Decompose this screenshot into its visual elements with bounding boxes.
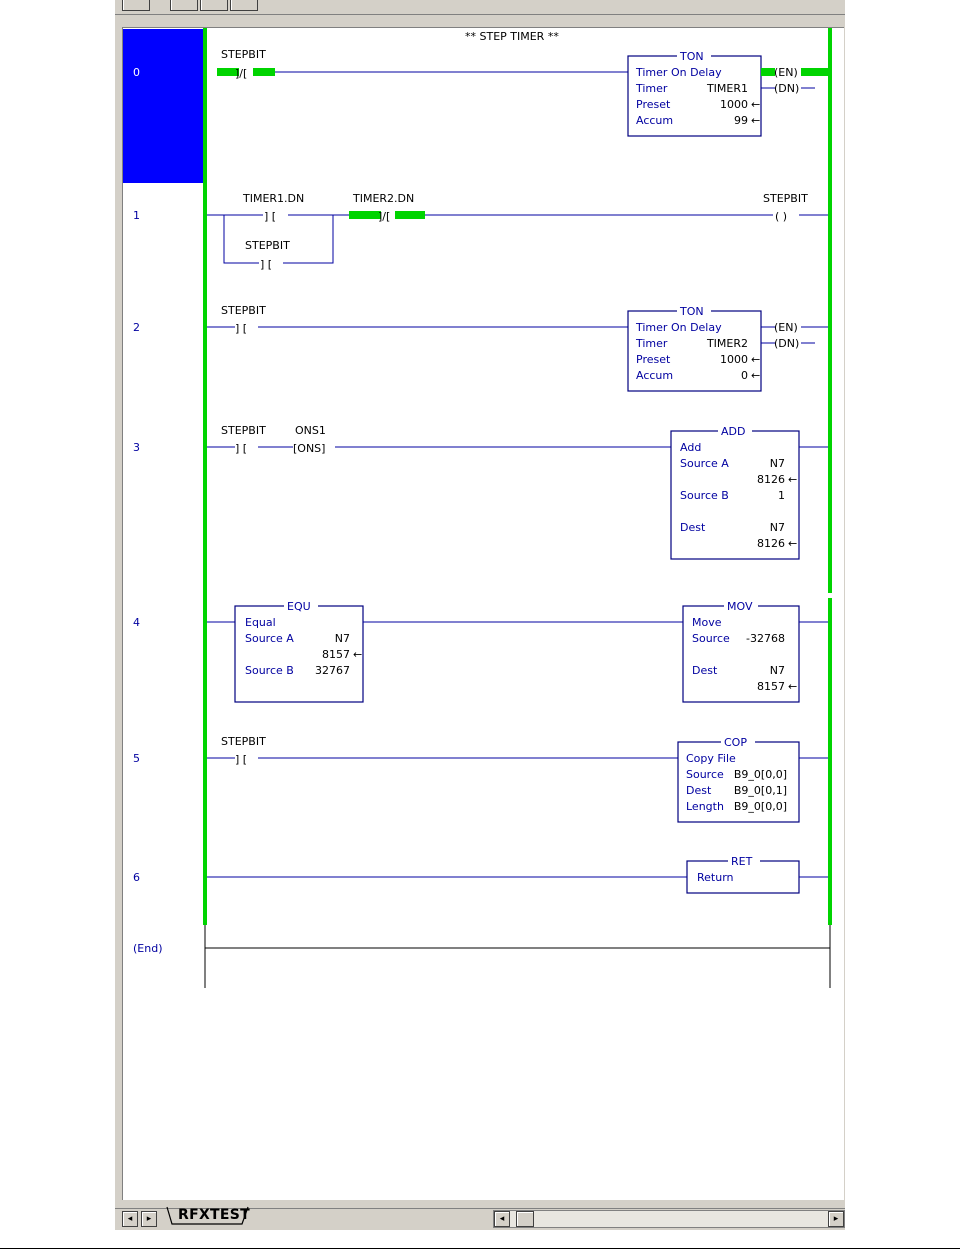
rung2-row2-label: Accum bbox=[636, 369, 674, 382]
rung5-row0-value: B9_0[0,0] bbox=[733, 768, 787, 781]
rung0-row1-value: 1000 bbox=[720, 98, 748, 111]
rung0-row2-value: 99 bbox=[734, 114, 748, 127]
rung6-ret-block[interactable] bbox=[687, 855, 799, 893]
rung4-mov-dest-live: 8157 bbox=[757, 680, 785, 693]
scroll-right-icon: ▸ bbox=[833, 1214, 839, 1224]
rung3-source-a-arrow: ← bbox=[788, 473, 798, 486]
page-bottom-rule bbox=[0, 1248, 960, 1249]
rung2-row2-arrow: ← bbox=[751, 369, 761, 382]
scroll-thumb[interactable] bbox=[516, 1211, 534, 1227]
rung4-equ-instr: EQU bbox=[287, 600, 311, 613]
rung1-branch-symbol[interactable]: ] [ bbox=[260, 258, 273, 271]
rung0-row1-arrow: ← bbox=[751, 98, 761, 111]
rung4-equ-block[interactable] bbox=[235, 600, 363, 702]
rung1-contact1-label: TIMER1.DN bbox=[243, 192, 305, 205]
rung5-row1-value: B9_0[0,1] bbox=[733, 784, 787, 797]
rung5-cop-block[interactable] bbox=[678, 736, 799, 822]
rung3-instr: ADD bbox=[721, 425, 746, 438]
rung3-contact-label: STEPBIT bbox=[221, 424, 266, 437]
rung3-source-a-label: Source A bbox=[680, 457, 729, 470]
toolbar-button[interactable] bbox=[200, 0, 228, 11]
rung-number-5[interactable]: 5 bbox=[133, 752, 140, 765]
rung3-ons-label: ONS1 bbox=[295, 424, 326, 437]
prev-sheet-button[interactable] bbox=[122, 1211, 138, 1227]
rung6-instr: RET bbox=[731, 855, 753, 868]
toolbar-button[interactable] bbox=[122, 0, 150, 11]
rung3-dest-arrow: ← bbox=[788, 537, 798, 550]
rung-number-2[interactable]: 2 bbox=[133, 321, 140, 334]
rung4-mov-dest-value: N7 bbox=[769, 664, 785, 677]
horizontal-scrollbar[interactable] bbox=[493, 1210, 845, 1228]
rung1-coil-label: STEPBIT bbox=[763, 192, 808, 205]
toolbar-button[interactable] bbox=[170, 0, 198, 11]
rung-number-3[interactable]: 3 bbox=[133, 441, 140, 454]
rung5-row0-label: Source bbox=[686, 768, 724, 781]
right-power-rail-lower bbox=[828, 598, 832, 925]
rung1-contact1-symbol[interactable]: ] [ bbox=[264, 210, 277, 223]
rung3-dest-live: 8126 bbox=[757, 537, 785, 550]
rung3-dest-value: N7 bbox=[769, 521, 785, 534]
rung-number-0[interactable]: 0 bbox=[133, 66, 140, 79]
rung4-source-a-live: 8157 bbox=[322, 648, 350, 661]
rung2-title: Timer On Delay bbox=[636, 321, 722, 334]
rung1-contact2-label: TIMER2.DN bbox=[353, 192, 415, 205]
rung-number-end[interactable]: (End) bbox=[133, 942, 163, 955]
rung0-comment: ** STEP TIMER ** bbox=[465, 30, 559, 43]
rung1-contact2-symbol[interactable]: ]/[ bbox=[378, 210, 391, 223]
rung0-row0-value: TIMER1 bbox=[706, 82, 748, 95]
rung4-source-b-value: 32767 bbox=[315, 664, 350, 677]
rung-number-6[interactable]: 6 bbox=[133, 871, 140, 884]
rung1-coil-symbol[interactable]: ( ) bbox=[775, 210, 788, 223]
rung4-source-a-label: Source A bbox=[245, 632, 294, 645]
rung0-title: Timer On Delay bbox=[636, 66, 722, 79]
rung0-contact-label: STEPBIT bbox=[221, 48, 266, 61]
rung5-row2-label: Length bbox=[686, 800, 724, 813]
rung0-dn-coil[interactable]: (DN) bbox=[774, 82, 800, 95]
next-arrow-icon: ▸ bbox=[146, 1214, 152, 1224]
rung4-mov-source-value: -32768 bbox=[746, 632, 785, 645]
rung-number-1[interactable]: 1 bbox=[133, 209, 140, 222]
rung2-contact-label: STEPBIT bbox=[221, 304, 266, 317]
prev-arrow-icon: ◂ bbox=[127, 1214, 133, 1224]
rung5-title: Copy File bbox=[686, 752, 736, 765]
rung2-contact-symbol[interactable]: ] [ bbox=[235, 322, 248, 335]
rung4-source-a-arrow: ← bbox=[353, 648, 363, 661]
rung3-source-b-label: Source B bbox=[680, 489, 729, 502]
rung0-row1-label: Preset bbox=[636, 98, 671, 111]
right-power-rail bbox=[828, 28, 832, 593]
rung2-ton-block[interactable] bbox=[628, 305, 761, 391]
rung6-title: Return bbox=[697, 871, 734, 884]
rung3-source-a-live: 8126 bbox=[757, 473, 785, 486]
left-power-rail bbox=[203, 28, 207, 925]
rung0-row2-arrow: ← bbox=[751, 114, 761, 127]
rung2-instr: TON bbox=[680, 305, 704, 318]
rung4-source-a-value: N7 bbox=[334, 632, 350, 645]
toolbar-strip bbox=[115, 0, 845, 15]
rung0-row2-label: Accum bbox=[636, 114, 674, 127]
rung5-instr: COP bbox=[724, 736, 747, 749]
rung5-row2-value: B9_0[0,0] bbox=[733, 800, 787, 813]
rung2-row1-label: Preset bbox=[636, 353, 671, 366]
rung3-add-block[interactable] bbox=[671, 425, 799, 559]
rung3-source-a-value: N7 bbox=[769, 457, 785, 470]
rung4-source-b-label: Source B bbox=[245, 664, 294, 677]
rung5-contact-label: STEPBIT bbox=[221, 735, 266, 748]
rung4-mov-dest-label: Dest bbox=[692, 664, 718, 677]
rung1-branch-label: STEPBIT bbox=[245, 239, 290, 252]
rung2-row1-arrow: ← bbox=[751, 353, 761, 366]
ladder-editor[interactable] bbox=[122, 27, 844, 1200]
rung4-mov-title: Move bbox=[692, 616, 722, 629]
rung3-source-b-value: 1 bbox=[778, 489, 785, 502]
rung5-contact-symbol[interactable]: ] [ bbox=[235, 753, 248, 766]
rung3-ons-symbol[interactable]: [ONS] bbox=[293, 442, 326, 455]
rung-number-4[interactable]: 4 bbox=[133, 616, 140, 629]
rung4-mov-dest-arrow: ← bbox=[788, 680, 798, 693]
rung2-row0-label: Timer bbox=[636, 337, 668, 350]
scroll-right-button[interactable] bbox=[828, 1211, 844, 1227]
rung3-contact-symbol[interactable]: ] [ bbox=[235, 442, 248, 455]
scroll-left-button[interactable] bbox=[494, 1211, 510, 1227]
scroll-left-icon: ◂ bbox=[499, 1214, 505, 1224]
selected-rung-highlight bbox=[123, 29, 203, 183]
ladder-diagram bbox=[123, 28, 844, 1200]
rung2-row0-value: TIMER2 bbox=[706, 337, 748, 350]
rung2-row1-value: 1000 bbox=[720, 353, 748, 366]
rung4-mov-instr: MOV bbox=[727, 600, 753, 613]
rung0-row0-label: Timer bbox=[636, 82, 668, 95]
toolbar-button[interactable] bbox=[230, 0, 258, 11]
rung2-dn-coil[interactable]: (DN) bbox=[774, 337, 800, 350]
next-sheet-button[interactable] bbox=[141, 1211, 157, 1227]
rung4-mov-block[interactable] bbox=[683, 600, 799, 702]
sheet-tab-rfxtest[interactable] bbox=[172, 1206, 250, 1226]
rung5-row1-label: Dest bbox=[686, 784, 712, 797]
rung4-mov-source-label: Source bbox=[692, 632, 730, 645]
rung4-equ-title: Equal bbox=[245, 616, 276, 629]
rung2-en-coil[interactable]: (EN) bbox=[774, 321, 798, 334]
rung0-contact[interactable] bbox=[217, 48, 275, 80]
rung0-en-coil[interactable]: (EN) bbox=[774, 66, 798, 79]
rung3-dest-label: Dest bbox=[680, 521, 706, 534]
rung2-row2-value: 0 bbox=[741, 369, 748, 382]
sheet-tab-label: RFXTEST bbox=[178, 1207, 250, 1223]
rung3-title: Add bbox=[680, 441, 702, 454]
rung0-instr: TON bbox=[680, 50, 704, 63]
rung0-contact-symbol: ]/[ bbox=[235, 67, 248, 80]
rung0-ton-block[interactable] bbox=[628, 50, 761, 136]
